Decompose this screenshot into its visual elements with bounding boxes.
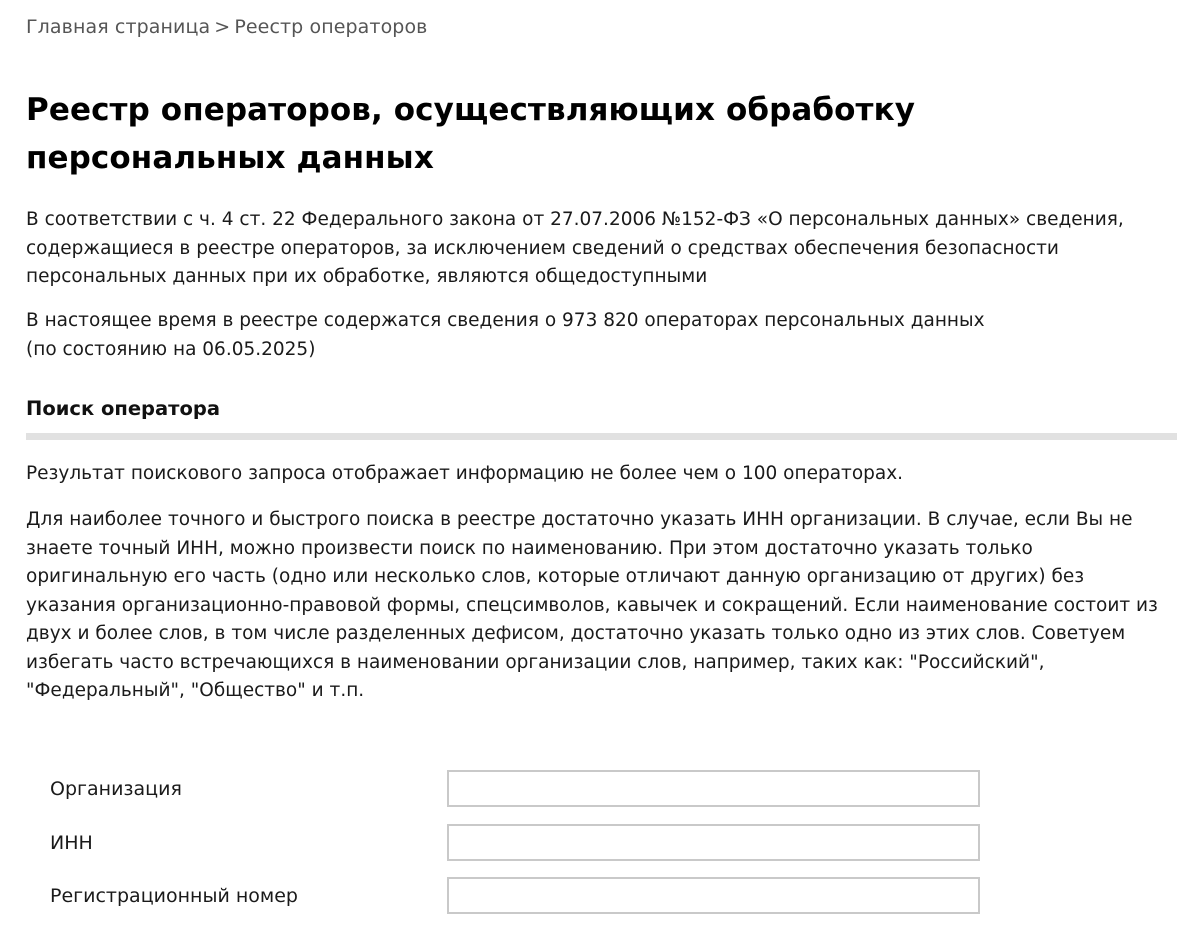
result-limit-text: Результат поискового запроса отображает информацию не более чем о 100 операторах.: [26, 463, 904, 484]
organization-row: [50, 770, 981, 808]
page-title: Реестр операторов, осуществляющих обработку персональных данных: [26, 92, 916, 176]
inn-row: [50, 824, 981, 862]
inn-label: ИНН: [50, 832, 93, 854]
section-divider: [26, 433, 1177, 440]
registry-count-text: [26, 307, 1176, 364]
reg-number-label: Регистрационный номер: [50, 885, 298, 907]
search-section-title: Поиск оператора: [26, 397, 220, 420]
registry-count-line: В настоящее время в реестре содержатся сведения о 973 820 операторах персональных данных: [26, 310, 985, 331]
breadcrumb-current: Реестр операторов: [234, 16, 428, 38]
search-help-text: Для наиболее точного и быстрого поиска в реестре достаточно указать ИНН организации. В случае, если Вы не знаете точный ИНН, можно произвести поиск по наименованию. При этом достаточно указать только оригинальную его часть (одно или несколько слов, которые отличают данную организацию от других) без указания организационно-правовой формы, спецсимволов, кавычек и сокращений. Если наименование состоит из двух и более слов, в том числе разделенных дефисом, достаточно указать только одно из этих слов. Советуем избегать часто встречающихся в наименовании организации слов, например, таких как: "Российский", "Федеральный", "Общество" и т.п.: [26, 509, 1158, 701]
breadcrumb-separator: >: [214, 16, 231, 38]
organization-input[interactable]: [447, 770, 980, 807]
law-notice-text: В соответствии с ч. 4 ст. 22 Федерального закона от 27.07.2006 №152-ФЗ «О персональных данных» сведения, содержащиеся в реестре операторов, за исключением сведений о средствах обеспечения безопасности персональных данных при их обработке, являются общедоступными: [26, 209, 1124, 287]
registry-date-line: (по состоянию на 06.05.2025): [26, 338, 316, 360]
organization-label: Организация: [50, 778, 182, 800]
reg-number-input[interactable]: [447, 877, 980, 914]
breadcrumb: [26, 16, 427, 38]
inn-input[interactable]: [447, 824, 980, 861]
reg-number-row: [50, 877, 981, 915]
breadcrumb-home-link[interactable]: Главная страница: [26, 16, 211, 38]
